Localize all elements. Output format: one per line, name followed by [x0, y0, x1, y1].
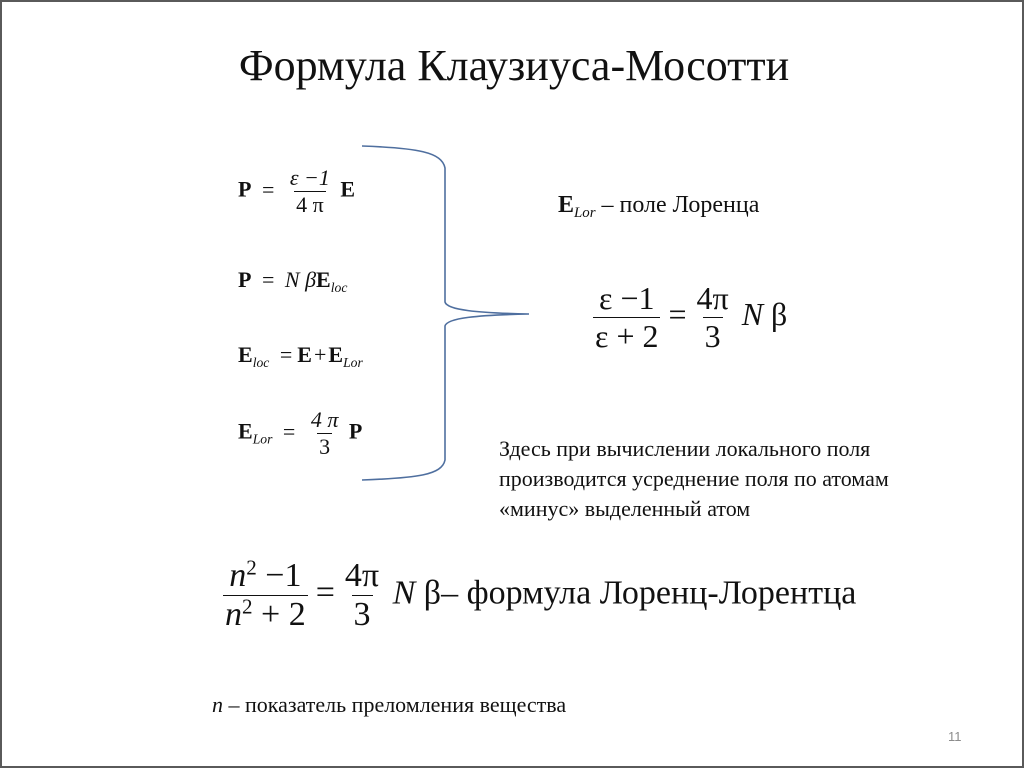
fraction: $\frac{n^2 -1}{n^2 + 2}$ [225, 555, 306, 633]
fraction: $\frac{\varepsilon -1}{4 \pi}$ [289, 165, 330, 217]
fraction: $\frac{4\pi}{3}$ [696, 280, 729, 354]
equation-lorenz-lorentz: $\frac{n^2 -1}{n^2 + 2}$ = $\frac{4\pi}{3}$ N β– формула Лоренц-Лорентца [225, 555, 857, 633]
curly-brace-icon [357, 142, 537, 482]
formula-label: – формула Лоренц-Лорентца [441, 574, 857, 612]
page-number: 11 [948, 729, 962, 744]
equation-clausius-mossotti: $\frac{\varepsilon -1}{\varepsilon + 2}$ = $\frac{4\pi}{3}$ N β [595, 280, 788, 354]
fraction: $\frac{\varepsilon -1}{\varepsilon + 2}$ [595, 280, 659, 354]
symbol-P: P [238, 176, 252, 202]
lorentz-field-label: $E_{Lor}$ – поле Лоренца [558, 192, 760, 222]
footnote: n – показатель преломления вещества [212, 692, 567, 717]
slide-title: Формула Клаузиуса-Мосотти [238, 41, 790, 90]
note-paragraph: Здесь при вычислении локального поля производится усреднение поля по атомам «минус» выделенный атом [499, 436, 889, 521]
equation-polarization-local: P = N $\beta E_{loc}$ [238, 267, 348, 295]
fraction: $\frac{4 \pi}{3}$ [310, 407, 339, 459]
equation-local-field: $E_{loc} = E+E_{Lor}$ [238, 342, 363, 370]
equation-polarization-dielectric: P = $\frac{\varepsilon -1}{4 \pi}$ E [238, 165, 356, 217]
fraction: $\frac{4\pi}{3}$ [344, 557, 380, 633]
equation-lorentz-field: $E_{Lor}$ = $\frac{4 \pi}{3}$ P [238, 407, 363, 459]
